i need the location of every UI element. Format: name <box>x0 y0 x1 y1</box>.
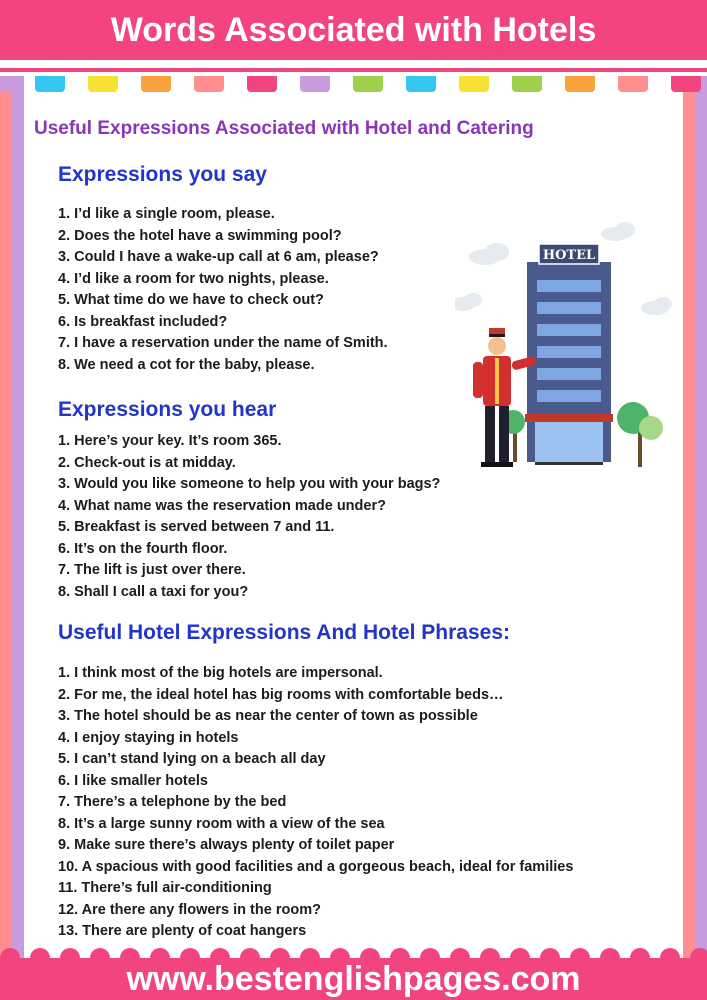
list-item: 10. A spacious with good facilities and a gorgeous beach, ideal for families <box>58 858 574 875</box>
page-header <box>0 0 707 60</box>
list-item: 5. Breakfast is served between 7 and 11. <box>58 519 335 535</box>
list-item: 2. Check-out is at midday. <box>58 454 236 471</box>
section-heading-hear: Expressions you hear <box>58 398 277 421</box>
list-hear <box>58 431 440 603</box>
header-divider <box>0 60 707 68</box>
list-item: 3. Could I have a wake-up call at 6 am, please? <box>58 249 379 265</box>
list-item: 7. I have a reservation under the name of Smith. <box>58 335 388 351</box>
list-item: 1. Here’s your key. It’s room 365. <box>58 433 282 449</box>
header-divider-line <box>0 68 707 72</box>
list-item: 3. Would you like someone to help you with your bags? <box>58 476 441 492</box>
list-item: 6. It’s on the fourth floor. <box>58 540 228 557</box>
section-heading-phrases: Useful Hotel Expressions And Hotel Phrases: <box>58 621 511 644</box>
hotel-sign-text: HOTEL <box>542 248 596 263</box>
list-item: 8. It’s a large sunny room with a view of the sea <box>58 815 385 832</box>
list-item: 6. I like smaller hotels <box>58 772 208 789</box>
list-say <box>58 204 388 376</box>
list-item: 3. The hotel should be as near the center of town as possible <box>58 708 478 724</box>
list-item: 9. Make sure there’s always plenty of toilet paper <box>58 837 395 853</box>
bunting-decoration <box>0 76 707 92</box>
list-item: 11. There’s full air-conditioning <box>58 880 272 896</box>
footer-url: www.bestenglishpages.com <box>126 960 581 998</box>
footer-scallop <box>0 948 707 958</box>
list-item: 4. I enjoy staying in hotels <box>58 729 239 746</box>
list-item: 1. I think most of the big hotels are impersonal. <box>58 665 383 681</box>
list-item: 6. Is breakfast included? <box>58 313 228 330</box>
list-item: 2. For me, the ideal hotel has big rooms with comfortable beds… <box>58 686 504 703</box>
hotel-illustration <box>455 222 675 492</box>
list-item: 1. I’d like a single room, please. <box>58 206 275 222</box>
list-item: 8. We need a cot for the baby, please. <box>58 356 315 373</box>
list-item: 5. I can’t stand lying on a beach all day <box>58 751 326 767</box>
list-item: 5. What time do we have to check out? <box>58 292 324 308</box>
section-heading-say: Expressions you say <box>58 163 267 186</box>
bellboy-icon <box>473 328 537 467</box>
list-item: 4. What name was the reservation made under? <box>58 497 386 514</box>
list-item: 2. Does the hotel have a swimming pool? <box>58 227 342 244</box>
list-item: 13. There are plenty of coat hangers <box>58 923 307 939</box>
list-item: 12. Are there any flowers in the room? <box>58 901 321 918</box>
left-border <box>0 76 24 958</box>
list-item: 8. Shall I call a taxi for you? <box>58 583 249 600</box>
list-phrases <box>58 663 573 943</box>
list-item: 7. The lift is just over there. <box>58 562 246 578</box>
list-item: 4. I’d like a room for two nights, please. <box>58 270 329 287</box>
list-item: 7. There’s a telephone by the bed <box>58 794 287 810</box>
subtitle: Useful Expressions Associated with Hotel and Catering <box>34 118 534 139</box>
page-footer <box>0 958 707 1000</box>
page-title: Words Associated with Hotels <box>110 11 597 49</box>
right-border <box>683 76 707 958</box>
hotel-building <box>525 244 613 465</box>
